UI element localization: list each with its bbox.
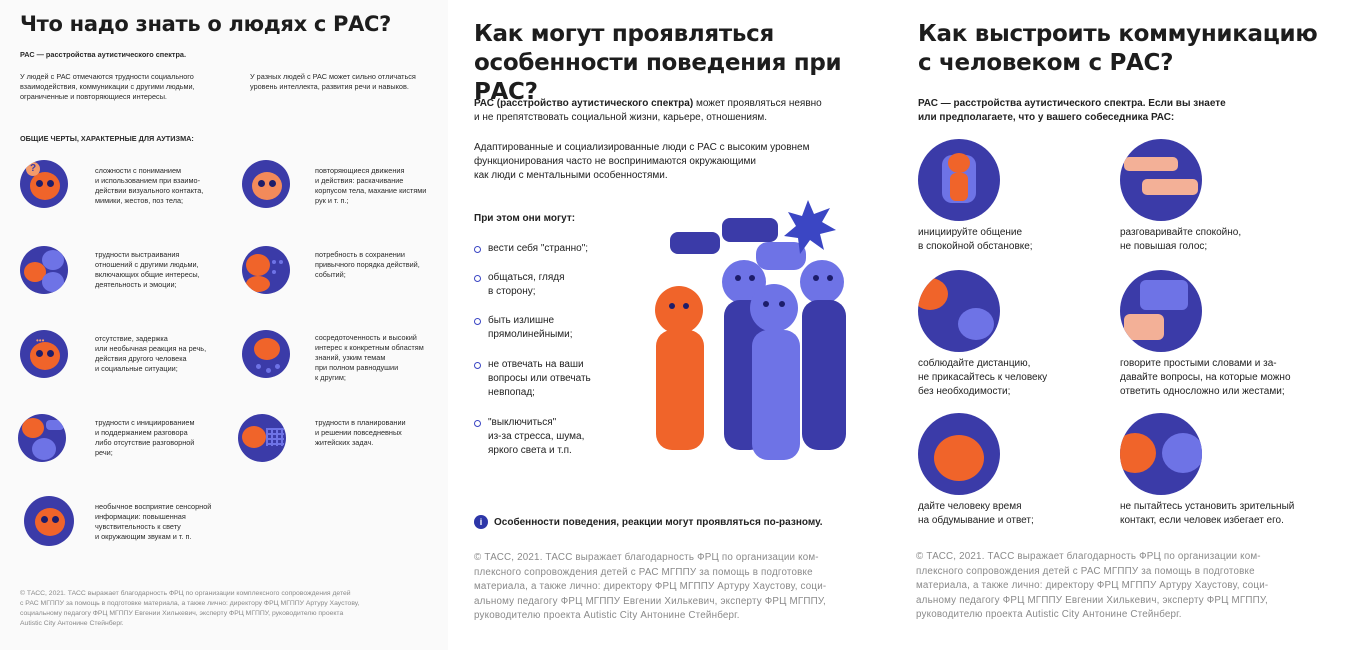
avoid-eye-contact-icon <box>1120 413 1202 495</box>
confused-face-icon: ? <box>20 160 68 208</box>
list-title: При этом они могут: <box>474 213 576 224</box>
bullet-icon <box>474 318 481 325</box>
bullet-icon <box>474 275 481 282</box>
calm-setting-icon <box>918 139 1000 221</box>
middle-intro-rest: может проявляться неявно и не препятствовать социальной жизни, карьере, отношениям. <box>474 98 822 123</box>
give-time-icon <box>918 413 1000 495</box>
simple-words-icon <box>1120 270 1202 352</box>
rocking-person-icon <box>242 160 290 208</box>
bullet-icon <box>474 362 481 369</box>
info-icon: i <box>474 515 488 529</box>
right-credits: © ТАСС, 2021. ТАСС выражает благодарность ФРЦ по организации ком- плексного сопровождения детей с РАС МГППУ за помощь в подготовке материала, а также лично: директору ФРЦ МГППУ Артуру Хаустову, соци- альному педагогу ФРЦ МГППУ Евгении Хилькевич, эксперту ФРЦ МГППУ, руководителю проекта Autistic City Антонине Стейнберг. <box>916 551 1269 620</box>
tip-text: разговаривайте спокойно, не повышая голос; <box>1120 227 1242 252</box>
panel-behavior <box>448 0 902 650</box>
left-title: Что надо знать о людях с РАС? <box>20 12 392 36</box>
trait-text: трудности с инициированием и поддержанием разговора либо отсутствие разговорной речи; <box>95 418 195 457</box>
left-col2-text: У разных людей с РАС может сильно отличаться уровень интеллекта, развития речи и навыков. <box>250 72 416 91</box>
tip-text: говорите простыми словами и за- давайте вопросы, на которые можно ответить односложно или жестами; <box>1120 358 1291 397</box>
middle-intro-bold: РАС (расстройство аутистического спектра) <box>474 98 694 109</box>
list-item: не отвечать на ваши вопросы или отвечать невпопад; <box>488 359 591 398</box>
tip-text: дайте человеку время на обдумывание и ответ; <box>918 501 1034 526</box>
middle-note: Особенности поведения, реакции могут проявляться по-разному. <box>494 517 823 528</box>
left-credits: © ТАСС, 2021. ТАСС выражает благодарность ФРЦ по организации комплексного сопровождения детей с РАС МГППУ за помощь в подготовке материала, а также лично: директору ФРЦ МГППУ Артуру Хаустову, социальному педагогу ФРЦ МГППУ Евгении Хилькевич, эксперту ФРЦ МГППУ, руководителю проекта Autistic City Антонине Стейнберг. <box>20 590 360 627</box>
panel-what-to-know <box>0 0 448 650</box>
trait-text: отсутствие, задержка или необычная реакция на речь, действия другого человека и социальные ситуации; <box>95 334 207 373</box>
left-definition: РАС — расстройства аутистического спектра. <box>20 50 187 59</box>
group-faces-icon <box>20 246 68 294</box>
list-item: вести себя "странно"; <box>488 243 589 254</box>
trait-text: трудности в планировании и решении повседневных житейских задач. <box>315 418 406 447</box>
tip-text: инициируйте общение в спокойной обстановке; <box>918 227 1033 252</box>
bullet-icon <box>474 246 481 253</box>
list-item: общаться, глядя в сторону; <box>488 272 565 297</box>
middle-intro <box>474 97 894 125</box>
calm-voice-icon <box>1120 139 1202 221</box>
sensory-burst-icon <box>24 496 74 546</box>
left-section-heading: ОБЩИЕ ЧЕРТЫ, ХАРАКТЕРНЫЕ ДЛЯ АУТИЗМА: <box>20 134 194 143</box>
routine-order-icon <box>242 246 290 294</box>
people-group-illustration <box>644 200 874 465</box>
middle-credits: © ТАСС, 2021. ТАСС выражает благодарность ФРЦ по организации ком- плексного сопровождения детей с РАС МГППУ за помощь в подготовке материала, а также лично: директору ФРЦ МГППУ Артуру Хаустову, соци- альному педагогу ФРЦ МГППУ Евгении Хилькевич, эксперту ФРЦ МГППУ, руководителю проекта Autistic City Антонине Стейнберг. <box>474 552 827 621</box>
focused-interest-icon <box>242 330 290 378</box>
right-title: Как выстроить коммуникацию с человеком с РАС? <box>918 21 1318 76</box>
tip-text: не пытайтесь установить зрительный контакт, если человек избегает его. <box>1120 501 1295 526</box>
trait-text: повторяющиеся движения и действия: раскачивание корпусом тела, махание кистями рук и т. п.; <box>315 166 427 205</box>
bullet-icon <box>474 420 481 427</box>
speech-dots-face-icon: ••• <box>20 330 68 378</box>
list-item: "выключиться" из-за стресса, шума, яркого света и т.п. <box>488 417 585 456</box>
trait-text: сложности с пониманием и использованием при взаимо- действии визуального контакта, мимики, жестов, поз тела; <box>95 166 204 205</box>
middle-paragraph: Адаптированные и социализированные люди с РАС с высоким уровнем функционирования часто не воспринимаются окружающими как люди с ментальными особенностями. <box>474 142 810 181</box>
trait-text: потребность в сохранении привычного порядка действий, событий; <box>315 250 420 279</box>
trait-text: необычное восприятие сенсорной информации: повышенная чувствительность к свету и окружающим звукам и т. п. <box>95 502 212 541</box>
left-col1-text: У людей с РАС отмечаются трудности социального взаимодействия, коммуникации с другими людьми, ограниченные и повторяющиеся интересы. <box>20 72 195 101</box>
middle-title: Как могут проявляться особенности поведения при РАС? <box>474 21 842 105</box>
list-item: быть излишне прямолинейными; <box>488 315 573 340</box>
trait-text: сосредоточенность и высокий интерес к конкретным областям знаний, узким темам при полном равнодушии к другим; <box>315 333 424 382</box>
conversation-icon <box>18 414 66 462</box>
right-intro: РАС — расстройства аутистического спектра. Если вы знаете или предполагаете, что у вашего собеседника РАС: <box>918 98 1226 123</box>
tip-text: соблюдайте дистанцию, не прикасайтесь к человеку без необходимости; <box>918 358 1048 397</box>
trait-text: трудности выстраивания отношений с другими людьми, включающих общие интересы, деятельность и эмоции; <box>95 250 200 289</box>
planning-grid-icon <box>238 414 286 462</box>
panel-communication <box>902 0 1350 650</box>
distance-icon <box>918 270 1000 352</box>
